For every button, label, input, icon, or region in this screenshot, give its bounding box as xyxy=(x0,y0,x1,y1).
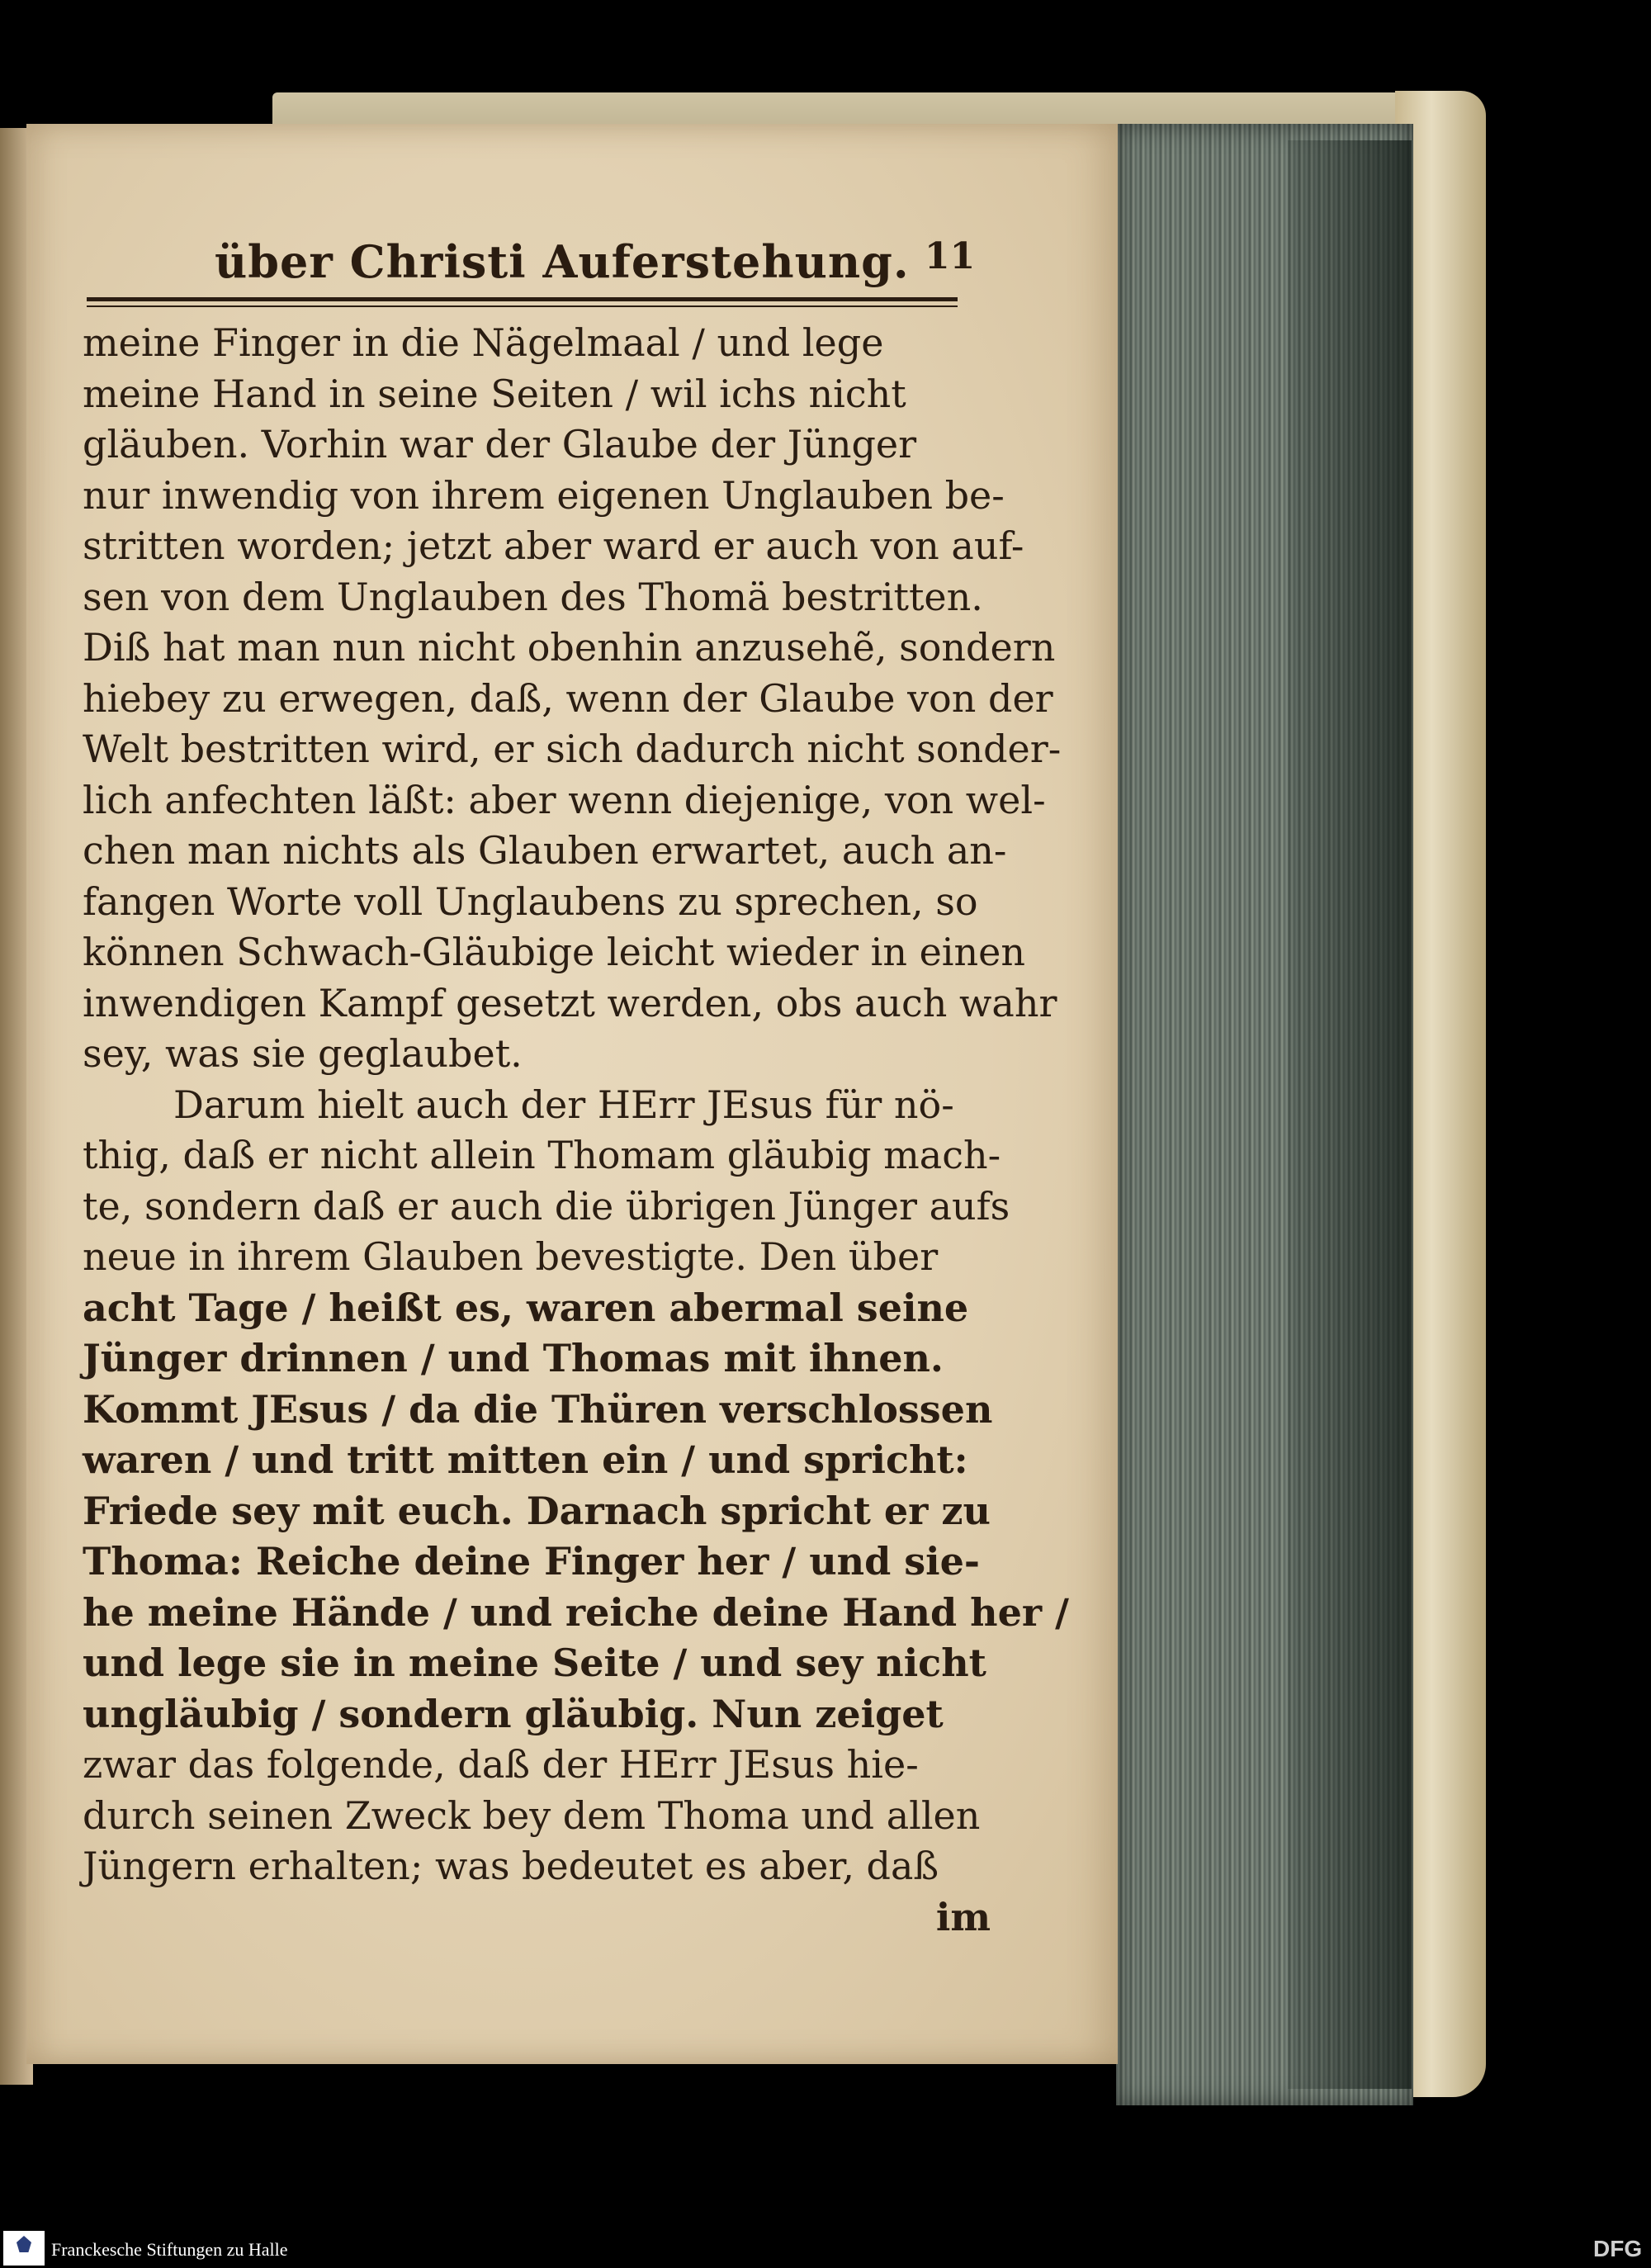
institution-logo-icon xyxy=(17,2236,31,2252)
text-line: te, sondern daß er auch die übrigen Jünger aufs xyxy=(83,1183,1010,1229)
text-line: nur inwendig von ihrem eigenen Unglauben be- xyxy=(83,472,1005,518)
text-line: sen von dem Unglauben des Thomä bestritten. xyxy=(83,574,983,619)
text-line: Thoma: Reiche deine Finger her / und sie- xyxy=(83,1539,980,1584)
text-line: Diß hat man nun nicht obenhin anzusehẽ, sondern xyxy=(83,625,1056,670)
text-line: Welt bestritten wird, er sich dadurch nicht sonder- xyxy=(83,727,1062,771)
text-line: Darum hielt auch der HErr JEsus für nö- xyxy=(173,1082,954,1127)
text-line: inwendigen Kampf gesetzt werden, obs auch wahr xyxy=(83,980,1057,1025)
catchword: im xyxy=(935,1894,991,1939)
text-line: gläuben. Vorhin war der Glaube der Jünger xyxy=(83,422,917,466)
header-rule xyxy=(87,297,958,301)
text-line: neue in ihrem Glauben bevestigte. Den über xyxy=(83,1234,939,1279)
dfg-badge: DFG xyxy=(1593,2236,1643,2261)
text-line: meine Finger in die Nägelmaal / und lege xyxy=(83,320,884,365)
text-line: Kommt JEsus / da die Thüren verschlossen xyxy=(83,1386,993,1432)
page-block-shadow xyxy=(1288,140,1412,2089)
text-line: acht Tage / heißt es, waren abermal seine xyxy=(83,1285,969,1330)
text-line: Jüngern erhalten; was bedeutet es aber, daß xyxy=(83,1844,939,1888)
institution-name: Franckesche Stiftungen zu Halle xyxy=(51,2239,288,2260)
text-line: durch seinen Zweck bey dem Thoma und allen xyxy=(83,1792,981,1838)
text-line: thig, daß er nicht allein Thomam gläubig mach- xyxy=(83,1133,1001,1177)
text-line: Jünger drinnen / und Thomas mit ihnen. xyxy=(83,1336,944,1380)
page-number: 11 xyxy=(925,235,976,277)
header-rule-thin xyxy=(87,305,958,307)
text-line: zwar das folgende, daß der HErr JEsus hie- xyxy=(83,1742,919,1787)
text-line: können Schwach-Gläubige leicht wieder in einen xyxy=(83,930,1025,974)
text-line: sey, was sie geglaubet. xyxy=(83,1031,523,1076)
institution-logo xyxy=(3,2231,45,2266)
text-line: hiebey zu erwegen, daß, wenn der Glaube von der xyxy=(83,675,1053,721)
body-text xyxy=(83,318,1069,1943)
text-line: Friede sey mit euch. Darnach spricht er zu xyxy=(83,1488,991,1533)
text-line: fangen Worte voll Unglaubens zu sprechen, so xyxy=(83,878,978,924)
text-line: chen man nichts als Glauben erwartet, auch an- xyxy=(83,828,1007,873)
text-line: ungläubig / sondern gläubig. Nun zeiget xyxy=(83,1691,944,1736)
text-line: he meine Hände / und reiche deine Hand her / xyxy=(83,1589,1069,1635)
text-line: waren / und tritt mitten ein / und spricht: xyxy=(83,1437,968,1482)
page-header xyxy=(215,235,974,293)
text-line: stritten worden; jetzt aber ward er auch von auf- xyxy=(83,523,1024,568)
text-line: und lege sie in meine Seite / und sey nicht xyxy=(83,1641,986,1685)
text-line: meine Hand in seine Seiten / wil ichs nicht xyxy=(83,371,906,416)
text-line: lich anfechten läßt: aber wenn diejenige, von wel- xyxy=(83,777,1046,822)
running-head: über Christi Auferstehung. xyxy=(215,235,910,288)
